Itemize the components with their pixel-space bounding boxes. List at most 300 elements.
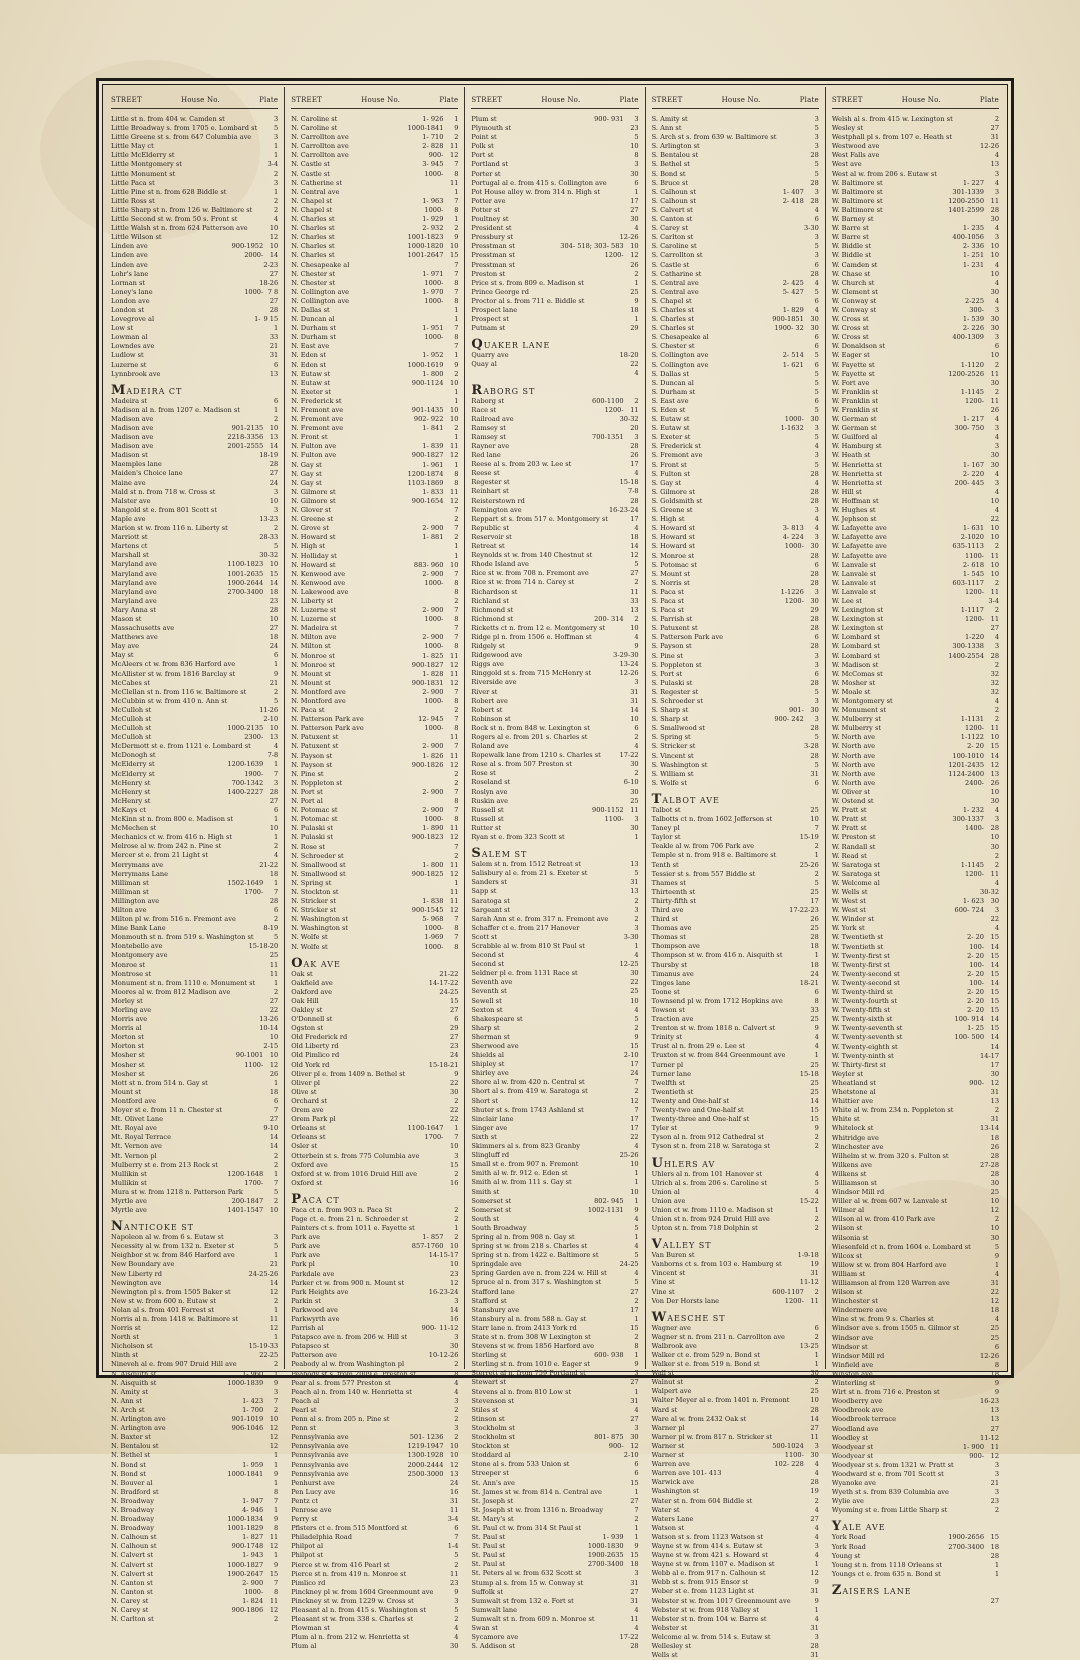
entry-street: Mullikin st (111, 1169, 147, 1178)
entry-street: S. Howard st (651, 524, 695, 533)
index-entry (471, 1078, 638, 1087)
index-entry (291, 633, 458, 642)
entry-plate: 18 (269, 1087, 279, 1096)
index-entry (291, 1588, 458, 1597)
entry-house-no: 1000- (424, 615, 444, 624)
index-entry (832, 1415, 999, 1424)
entry-plate: 11 (269, 969, 279, 978)
entry-street: Somerset st (471, 1196, 512, 1205)
index-entry (291, 979, 458, 988)
entry-plate: 27 (990, 1596, 1000, 1605)
index-entry (832, 852, 999, 861)
index-entry (832, 624, 999, 633)
entry-street: N. Castle st (291, 169, 330, 178)
entry-plate: 8 (274, 1487, 279, 1496)
index-entry (291, 1488, 458, 1497)
entry-house-no: 900-1826 (411, 760, 444, 769)
entry-plate: 4 (994, 697, 1000, 705)
index-entry (291, 1642, 458, 1651)
entry-street: Shields al (471, 1051, 505, 1060)
entry-street: Twenty-two and One-half st (651, 1106, 744, 1115)
entry-street: Stockholm st (471, 1433, 515, 1442)
entry-house-no: 2218-3356 (227, 433, 264, 442)
index-entry (111, 1288, 278, 1297)
entry-street: N. Fremont ave (291, 406, 344, 414)
index-entry (832, 233, 999, 242)
entry-street: Stafford st (471, 1296, 507, 1305)
entry-plate: 11 (990, 369, 1000, 378)
index-entry (832, 679, 999, 688)
entry-street: Warner st (651, 1441, 685, 1450)
entry-street: Warner pl (651, 1423, 685, 1432)
entry-street: S. Chester st (651, 342, 695, 351)
entry-street: N. Canton st (111, 1587, 153, 1596)
index-entry (111, 151, 278, 160)
entry-house-no: 1- 828 (422, 669, 444, 678)
entry-house-no: 1200- (965, 587, 985, 596)
entry-street: N. Pulaski st (291, 824, 334, 833)
index-entry (652, 870, 819, 879)
entry-street: Little Monument st (111, 169, 176, 178)
entry-plate: 18 (630, 1560, 639, 1569)
entry-street: N. Gay st (291, 460, 322, 469)
entry-street: Oxford st (291, 1178, 323, 1187)
entry-street: Madison al n. from 1207 e. Madison st (111, 405, 240, 414)
entry-plate: 31 (630, 1596, 639, 1605)
entry-plate: 13-14 (980, 1124, 1000, 1133)
entry-street: N. Chester st (291, 269, 336, 278)
entry-house-no: 1000- (424, 942, 444, 951)
entry-plate: 1 (634, 1523, 639, 1532)
entry-street: W. Lexington st (831, 615, 884, 624)
entry-street: Neighbor st w. from 846 Harford ave (111, 1251, 235, 1260)
index-entry (471, 660, 638, 669)
index-entry (832, 670, 999, 679)
entry-plate: 10 (990, 269, 1000, 278)
entry-street: Milliman st (111, 887, 149, 896)
index-entry (652, 251, 819, 260)
entry-plate: 4 (814, 1460, 819, 1469)
entry-plate: 3 (454, 1296, 459, 1305)
entry-plate: 1 (814, 951, 819, 960)
index-entry (471, 1315, 638, 1324)
entry-street: Pinckney st w. from 1229 w. Cross st (291, 1596, 414, 1605)
index-entry (291, 206, 458, 215)
column-header (471, 90, 638, 109)
entry-street: W. Hughes st (831, 506, 876, 515)
entry-plate: 30 (990, 1233, 1000, 1242)
entry-plate: 2 (454, 1096, 459, 1105)
entry-plate: 17 (630, 1060, 639, 1069)
entry-plate: 1 (634, 1232, 639, 1241)
entry-plate: 31 (810, 1269, 819, 1278)
entry-house-no: 5- 968 (422, 915, 444, 924)
index-entry (471, 1260, 638, 1269)
entry-plate: 2 (454, 596, 459, 605)
entry-street: S. Vincent st (651, 751, 694, 760)
entry-plate: 1 (454, 187, 459, 196)
entry-street: London st (111, 305, 145, 314)
index-entry (832, 1170, 999, 1179)
entry-plate: 8 (454, 924, 459, 933)
entry-plate: 30 (450, 1087, 459, 1096)
entry-plate: 3 (814, 697, 819, 705)
entry-street: Skimmers al s. from 823 Granby (471, 1142, 580, 1151)
entry-plate: 17 (630, 514, 639, 523)
index-entry (471, 1588, 638, 1597)
entry-street: N. Gilmore st (291, 496, 336, 505)
entry-plate: 9 (634, 1205, 639, 1214)
index-entry (832, 1097, 999, 1106)
entry-street: Walker ct e. from 529 n. Bond st (651, 1351, 760, 1359)
index-entry (291, 1624, 458, 1633)
section-initial: W (651, 1309, 668, 1325)
entry-street: Thompson st w. from 416 n. Aisquith st (651, 951, 783, 960)
entry-street: N. Fulton ave (291, 442, 337, 451)
entry-plate: 31 (990, 1115, 1000, 1124)
section-initial: S (471, 846, 482, 862)
index-entry (291, 1461, 458, 1470)
entry-street: W. Welcome al (831, 878, 880, 887)
index-entry (291, 742, 458, 751)
entry-house-no: 1-1117 (960, 606, 985, 615)
entry-house-no: 2- 20 (967, 988, 985, 996)
index-column (465, 87, 645, 1651)
entry-plate: 10 (630, 1160, 639, 1169)
entry-street: S. Howard st (651, 533, 695, 542)
index-entry (652, 624, 819, 633)
index-entry (291, 1415, 458, 1424)
index-entry (832, 451, 999, 460)
index-entry (471, 1342, 638, 1351)
header-house-no: House No. (361, 96, 401, 104)
index-entry (652, 506, 819, 515)
entry-plate: 7 (454, 715, 459, 724)
index-entry (832, 1497, 999, 1506)
entry-street: Maemples lane (111, 460, 162, 469)
section-title-text: ALEM ST (481, 850, 528, 860)
index-entry (652, 942, 819, 951)
entry-street: Maiden's Choice lane (111, 469, 183, 478)
entry-street: S. Pine st (651, 651, 683, 660)
index-entry (832, 915, 999, 924)
entry-street: Reinhart st (471, 487, 509, 496)
entry-plate: 3 (274, 505, 279, 514)
entry-street: Monmouth st n. from 519 s. Washington st (111, 933, 254, 942)
index-entry (291, 1251, 458, 1260)
entry-house-no: 2700-3400 (227, 587, 264, 596)
index-entry (832, 533, 999, 542)
index-entry (652, 342, 819, 351)
index-entry (111, 879, 278, 888)
entry-street: N. High st (291, 542, 326, 551)
index-entry (652, 433, 819, 442)
entry-street: Seventh ave (471, 978, 513, 987)
index-entry (832, 224, 999, 233)
entry-street: Raborg st (471, 396, 505, 405)
entry-street: S. Arch st s. from 639 w. Baltimore st (651, 133, 777, 142)
entry-plate: 3 (634, 1569, 639, 1578)
entry-street: St. Joseph st w. from 1316 n. Broadway (471, 1505, 604, 1514)
entry-street: Maple ave (111, 514, 146, 523)
header-plate: Plate (799, 96, 819, 104)
entry-plate: 28 (630, 1642, 639, 1651)
entry-plate: 1 (454, 1224, 459, 1233)
section-title-text: AK AVE (303, 959, 341, 969)
entry-house-no: 1900- 32 (774, 324, 804, 333)
entry-plate: 28 (810, 196, 819, 205)
entry-house-no: 900-1831 (411, 678, 444, 687)
entry-street: Sexton st (471, 1005, 503, 1014)
entry-plate: 7 (274, 1178, 279, 1187)
index-entry (832, 115, 999, 124)
entry-house-no: 1700- (424, 1133, 444, 1142)
entry-plate: 8 (814, 996, 819, 1005)
entry-street: Welsh al s. from 415 w. Lexington st (831, 115, 953, 123)
entry-street: N. Washington st (291, 924, 349, 933)
index-entry (832, 1461, 999, 1470)
index-entry (832, 1543, 999, 1552)
entry-plate: 11 (630, 1614, 639, 1623)
entry-plate: 31 (269, 351, 279, 360)
entry-street: Park ave (291, 1251, 321, 1260)
index-section (651, 1309, 819, 1660)
entry-street: W. Pratt st (831, 806, 867, 815)
entry-plate: 10 (450, 406, 459, 414)
entry-plate: 27 (269, 624, 279, 633)
entry-street: Truxton st w. from 844 Greenmount ave (651, 1051, 786, 1060)
entry-plate: 25 (630, 796, 639, 805)
index-entry (111, 1479, 278, 1488)
index-entry (111, 1333, 278, 1342)
entry-plate: 1 (274, 1505, 279, 1514)
entry-house-no: 2- 900 (422, 569, 444, 578)
entry-plate: 18-20 (619, 351, 639, 360)
entry-plate: 1 (814, 1560, 819, 1569)
entry-house-no: 3- 813 (782, 524, 804, 533)
entry-plate: 31 (810, 1623, 819, 1632)
index-entry (291, 379, 458, 388)
index-entry (832, 1052, 999, 1061)
entry-street: S. Arlington st (651, 142, 700, 151)
index-entry (832, 1215, 999, 1224)
index-entry (832, 1024, 999, 1033)
entry-plate: 15 (990, 997, 1000, 1006)
entry-house-no: 100- (969, 942, 985, 951)
index-section (832, 115, 999, 1515)
entry-plate: 24-25 (619, 1260, 639, 1269)
index-entry (111, 688, 278, 697)
entry-plate: 1-9-18 (797, 1251, 819, 1260)
entry-plate: 3 (814, 142, 819, 151)
entry-street: Nicholson st (111, 1342, 153, 1351)
index-entry (111, 542, 278, 551)
index-entry (471, 1024, 638, 1033)
entry-street: Tessier st s. from 557 Biddle st (651, 869, 756, 878)
entry-plate: 1 (274, 1551, 279, 1560)
entry-plate: 7 (274, 1496, 279, 1505)
entry-plate: 4 (634, 632, 639, 641)
entry-street: Union st n. from 924 Druid Hill ave (651, 1214, 770, 1223)
entry-plate: 1 (994, 1569, 1000, 1578)
entry-street: Parkwyrth ave (291, 1315, 340, 1323)
index-entry (291, 997, 458, 1006)
entry-house-no: 1- 838 (422, 897, 444, 906)
entry-plate: 4 (994, 296, 1000, 305)
index-entry (111, 1133, 278, 1142)
index-entry (111, 1106, 278, 1115)
entry-street: Madison ave (111, 433, 154, 442)
entry-street: Mt. Vernon ave (111, 1142, 162, 1151)
entry-street: W. Lombard st (831, 633, 880, 642)
entry-plate: 10 (450, 378, 459, 387)
entry-plate: 27 (810, 1514, 819, 1523)
entry-plate: 5 (814, 406, 819, 414)
entry-street: Schaffer ct e. from 217 Hanover (471, 923, 580, 932)
entry-house-no: 90-1001 (235, 1051, 264, 1060)
index-entry (111, 551, 278, 560)
entry-plate: 12 (450, 678, 459, 687)
entry-plate: 5 (814, 160, 819, 169)
entry-street: Spring st n. from 1422 e. Baltimore st (471, 1251, 599, 1260)
entry-house-no: 200-1847 (231, 1196, 264, 1205)
entry-street: Low st (111, 324, 134, 333)
entry-plate: 2 (994, 542, 1000, 551)
index-entry (111, 1388, 278, 1397)
entry-street: Milton pl w. from 516 n. Fremont ave (111, 915, 236, 924)
index-entry (652, 415, 819, 424)
entry-plate: 27 (269, 996, 279, 1005)
entry-plate: 2 (454, 369, 459, 378)
entry-street: Peabody st s. from 2009 e. Preston st (291, 1369, 416, 1378)
entry-street: Woodley st (831, 1433, 869, 1442)
entry-street: Webster st n. from 104 w. Barre st (651, 1614, 767, 1623)
entry-plate: 4 (994, 469, 1000, 478)
index-entry (291, 652, 458, 661)
index-entry (471, 987, 638, 996)
entry-plate: 2 (814, 869, 819, 878)
entry-plate: 23 (269, 596, 279, 605)
index-entry (471, 1442, 638, 1451)
index-entry (832, 1270, 999, 1279)
entry-street: Retreat st (471, 542, 505, 551)
entry-street: Orem ave (291, 1106, 324, 1115)
index-entry (471, 1060, 638, 1069)
entry-street: Ropewalk lane from 1210 s. Charles st (471, 751, 601, 760)
index-entry (471, 1360, 638, 1369)
entry-plate: 32 (990, 678, 1000, 687)
entry-street: S. Eden st (651, 406, 686, 414)
entry-street: S. Durham st (651, 387, 696, 396)
section-title-text: AESCHE ST (667, 1313, 726, 1323)
entry-plate: 1 (814, 1205, 819, 1214)
index-entry (471, 560, 638, 569)
entry-street: Orem Park pl (291, 1115, 336, 1124)
entry-street: N. Durham st (291, 324, 336, 333)
entry-plate: 4 (634, 1269, 639, 1278)
entry-plate: 1 (454, 542, 459, 551)
index-entry (832, 333, 999, 342)
entry-plate: 27 (269, 469, 279, 478)
index-entry (471, 1506, 638, 1515)
entry-house-no: 1000- (424, 724, 444, 733)
index-entry (652, 752, 819, 761)
entry-street: W. Hill st (831, 487, 862, 496)
entry-street: Old Liberty rd (291, 1042, 339, 1051)
index-entry (832, 1479, 999, 1488)
entry-street: Woodyear st (831, 1442, 874, 1451)
entry-street: Paca ct n. from 903 n. Paca St (291, 1205, 392, 1214)
entry-street: Presstman st (471, 242, 515, 251)
entry-street: N. Caroline st (291, 124, 338, 133)
entry-street: McHenry st (111, 787, 151, 796)
entry-plate: 7 (454, 160, 459, 169)
index-entry (652, 1515, 819, 1524)
entry-plate: 4 (814, 278, 819, 287)
entry-street: McAleers ct w. from 836 Harford ave (111, 660, 236, 669)
entry-plate: 32 (990, 687, 1000, 696)
index-entry (111, 1088, 278, 1097)
entry-street: Portugal al e. from 415 s. Collington ave (471, 178, 607, 187)
entry-house-no: 1- 827 (242, 1533, 264, 1542)
entry-house-no: 2- 900 (422, 806, 444, 815)
entry-street: S. Bruce st (651, 178, 689, 187)
entry-street: Water st (651, 1505, 680, 1514)
entry-street: Orleans st (291, 1124, 326, 1133)
entry-plate: 1 (634, 1533, 639, 1542)
index-entry (832, 897, 999, 906)
entry-street: Mechanics ct w. from 416 n. High st (111, 833, 233, 842)
index-entry (291, 797, 458, 806)
index-entry (471, 261, 638, 270)
index-entry (832, 1343, 999, 1352)
entry-house-no: 900-1748 (231, 1542, 264, 1551)
index-entry (652, 206, 819, 215)
entry-plate: 8 (454, 478, 459, 487)
index-entry (291, 879, 458, 888)
entry-plate: 14 (269, 442, 279, 451)
entry-plate: 8 (454, 615, 459, 624)
index-entry (652, 270, 819, 279)
entry-plate: 6 (454, 1524, 459, 1533)
entry-street: Portland st (471, 160, 508, 169)
entry-plate: 7 (454, 506, 459, 515)
entry-house-no: 1- 951 (422, 324, 444, 333)
entry-plate: 13-26 (259, 1015, 279, 1024)
entry-plate: 23 (450, 1578, 459, 1587)
entry-house-no: 700-1351 (592, 432, 624, 441)
entry-plate: 11 (990, 396, 1000, 405)
entry-house-no: 2- 220 (962, 469, 985, 478)
entry-street: Perry st (291, 1515, 318, 1524)
index-entry (111, 1561, 278, 1570)
entry-plate: 6 (814, 296, 819, 305)
entry-house-no: 700-1342 (231, 778, 264, 787)
index-entry (111, 188, 278, 197)
entry-plate: 16 (450, 1315, 459, 1323)
index-entry (652, 851, 819, 860)
index-entry (291, 733, 458, 742)
index-entry (652, 951, 819, 960)
index-entry (291, 1297, 458, 1306)
entry-house-no: 1001-2635 (227, 569, 264, 578)
entry-plate: 2 (814, 1496, 819, 1505)
entry-plate: 3 (814, 715, 819, 724)
entry-street: Mt. Royal ave (111, 1124, 157, 1133)
index-entry (652, 1433, 819, 1442)
entry-plate: 6 (274, 360, 279, 369)
entry-plate: 28 (810, 1478, 819, 1487)
